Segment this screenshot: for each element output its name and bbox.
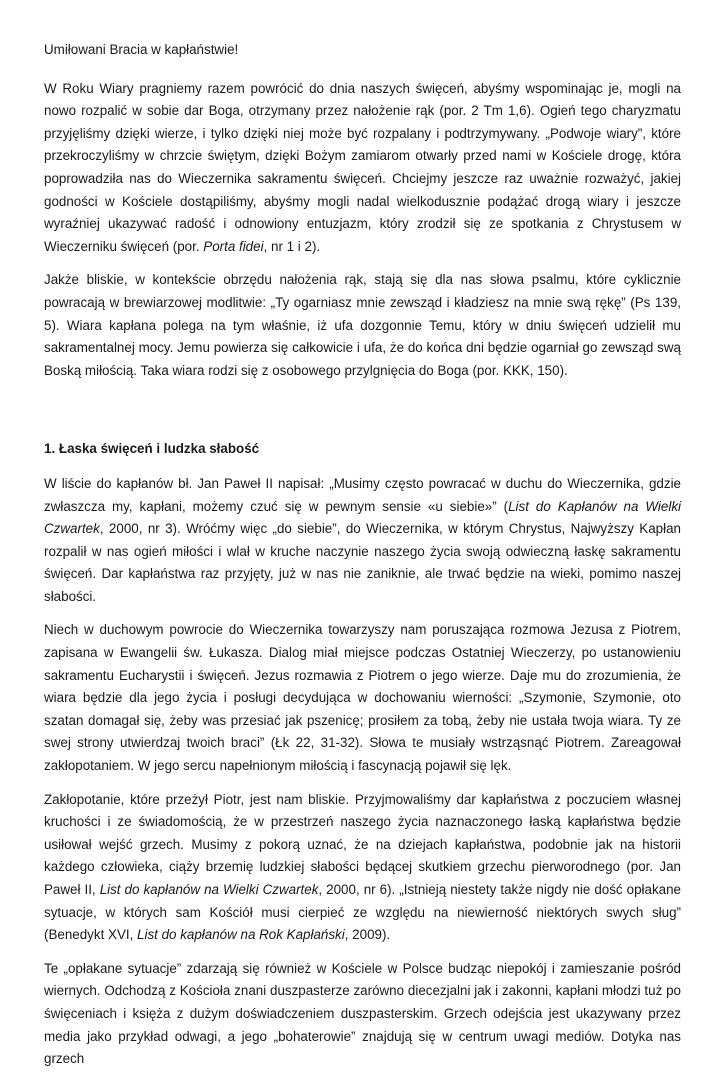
section-heading-1: 1. Łaska święceń i ludzka słabość xyxy=(44,441,260,457)
paragraph-3-text-2: , 2000, nr 3). Wróćmy więc „do siebie”, do Wieczernika, w którym Chrystus, Najwyższy Kapłan rozpalił w nas ogień miłości i wlał w kruche naczynie naszego życia swoją odwieczną łaskę sakramentu święceń. Dar kapłaństwa raz przyjęty, już w nas nie zaniknie, ale trwać będzie na wieki, pomimo naszej słabości. xyxy=(44,521,681,604)
paragraph-3 xyxy=(44,473,681,609)
paragraph-4: Niech w duchowym powrocie do Wieczernika towarzyszy nam poruszająca rozmowa Jezusa z Piotrem, zapisana w Ewangelii św. Łukasza. Dialog miał miejsce podczas Ostatniej Wieczerzy, po ustanowieniu sakramentu Eucharystii i święceń. Jezus rozmawia z Piotrem o jego wierze. Daje mu do zrozumienia, że wiara będzie dla jego życia i posługi decydująca w dochowaniu wierności: „Szymonie, Szymonie, oto szatan domagał się, żeby was przesiać jak pszenicę; prosiłem za tobą, żeby nie ustała twoja wiara. Ty ze swej strony utwierdzaj twoich braci” (Łk 22, 31-32). Słowa te musiały wstrząsnąć Piotrem. Zareagował zakłopotaniem. W jego sercu napełnionym miłością i fascynacją pojawił się lęk. xyxy=(44,622,681,774)
paragraph-5 xyxy=(44,789,681,947)
paragraph-2: Jakże bliskie, w kontekście obrzędu nałożenia rąk, stają się dla nas słowa psalmu, które cyklicznie powracają w brewiarzowej modlitwie: „Ty ogarniasz mnie zewsząd i kładziesz na mnie swą rękę” (Ps 139, 5). Wiara kapłana polega na tym właśnie, iż ufa dozgonnie Temu, który w dniu święceń udzielił mu sakramentalnej mocy. Jemu powierza się całkowicie i ufa, że do końca dni będzie ogarniał go zewsząd swą Boską miłością. Taka wiara rodzi się z osobowego przylgnięcia do Boga (por. KKK, 150). xyxy=(44,272,681,378)
paragraph-1 xyxy=(44,78,681,259)
paragraph-1-text-1: W Roku Wiary pragniemy razem powrócić do dnia naszych święceń, abyśmy wspominając je, mogli na nowo rozpalić w sobie dar Boga, otrzymany przez nałożenie rąk (por. 2 Tm 1,6). Ogień tego charyzmatu przyjęliśmy dzięki wierze, i tylko dzięki niej może być rozpalany i podtrzymywany. „Podwoje wiary”, które przekroczyliśmy w chrzcie świętym, dzięki Bożym zamiarom otwarły przed nami w Kościele drogę, która poprowadziła nas do Wieczernika sakramentu święceń. Chciejmy jeszcze raz uważnie rozważyć, jakiej godności w Kościele dostąpiliśmy, abyśmy mogli nadal wielkodusznie podążać drogą wiary i jeszcze wyraźniej ukazywać radość i odnowiony entuzjazm, który zrodził się ze spotkania z Chrystusem w Wieczerniku święceń (por. xyxy=(44,80,681,254)
paragraph-5-text-1: Zakłopotanie, które przeżył Piotr, jest nam bliskie. Przyjmowaliśmy dar kapłaństwa z poczuciem własnej kruchości i ze świadomością, że w przestrzeń naszego życia naznaczonego łaską kapłaństwa będzie usiłował wejść grzech. Musimy z pokorą uznać, że na dziejach kapłaństwa, podobnie jak na historii każdego człowieka, ciąży brzemię ludzkiej słabości będącej skutkiem grzechu pierworodnego (por. Jan Paweł II, xyxy=(44,791,681,897)
citation-list-do-kaplanow-wielki-czwartek: List do kapłanów na Wielki Czwartek xyxy=(99,882,319,897)
citation-list-rok-kaplanski: List do kapłanów na Rok Kapłański xyxy=(137,927,345,943)
section-spacer xyxy=(44,393,681,422)
paragraph-5-text-3: , 2009). xyxy=(344,927,391,943)
citation-list-do-kaplanow-2000: List do Kapłanów na Wielki Czwartek xyxy=(44,498,681,537)
letter-body xyxy=(44,39,681,1082)
greeting: Umiłowani Bracia w kapłaństwie! xyxy=(44,42,239,57)
citation-porta-fidei: Porta fidei xyxy=(203,238,264,254)
paragraph-3-text-1: W liście do kapłanów bł. Jan Paweł II napisał: „Musimy często powracać w duchu do Wieczernika, gdzie zwłaszcza my, kapłani, możemy czuć się w pewnym sensie «u siebie»” ( xyxy=(44,475,681,514)
paragraph-5-text-2: , 2000, nr 6). „Istnieją niestety także nigdy nie dość opłakane sytuacje, w których sam Kościół musi cierpieć ze względu na niewierność niektórych swych sług” (Benedykt XVI, xyxy=(44,882,682,943)
paragraph-6: Te „opłakane sytuacje” zdarzają się również w Kościele w Polsce budząc niepokój i zamieszanie pośród wiernych. Odchodzą z Kościoła znani duszpasterze zarówno diecezjalni jak i zakonni, kapłani młodzi tuż po święceniach i księża z dużym doświadczeniem duszpasterskim. Grzech odejścia jest ukazywany przez media jako przykład odwagi, a jego „bohaterowie” znajdują się w centrum uwagi mediów. Dotyka nas grzech xyxy=(44,960,681,1067)
paragraph-1-text-2: , nr 1 i 2). xyxy=(263,238,321,254)
